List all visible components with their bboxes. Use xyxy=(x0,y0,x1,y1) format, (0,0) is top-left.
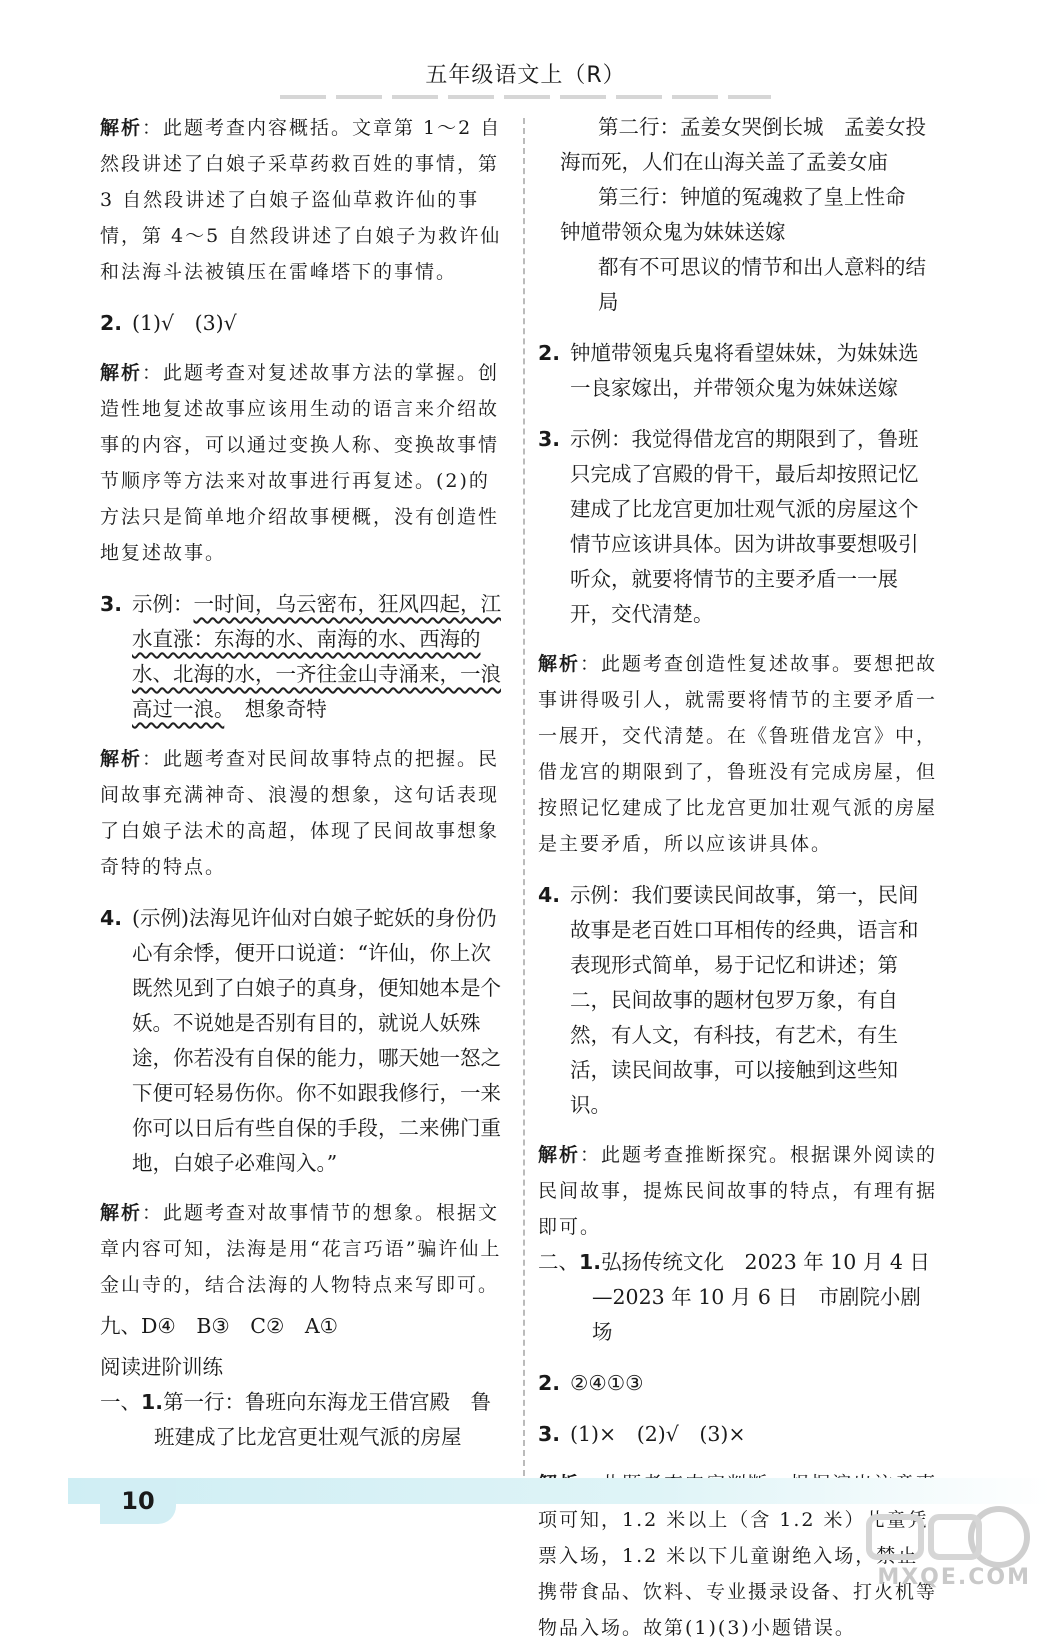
analysis-label: 解析 xyxy=(100,748,143,770)
answer-continuation xyxy=(538,110,938,180)
analysis-paragraph xyxy=(100,110,505,290)
answer-number: 2. xyxy=(538,1371,561,1395)
analysis-paragraph xyxy=(538,646,938,862)
analysis-text: ：此题考查对故事情节的想象。根据文章内容可知，法海是用“花言巧语”骗许仙上金山寺的，结合法海的人物特点来写即可。 xyxy=(100,1202,502,1296)
analysis-paragraph xyxy=(100,355,505,571)
analysis-label: 解析 xyxy=(538,1144,581,1166)
answer-text: (1)√ (3)√ xyxy=(132,311,237,335)
answer-text: 示例：我们要读民间故事，第一，民间故事是老百姓口耳相传的经典，语言和表现形式简单，易于记忆和讲述；第二，民间故事的题材包罗万象，有自然，有人文，有科技，有艺术，有生活，读民间故事，可以接触到这些知识。 xyxy=(570,883,919,1117)
answer-text: 第三行：钟馗的冤魂救了皇上性命 钟馗带领众鬼为妹妹送嫁 xyxy=(560,185,926,244)
answer-text: ②④①③ xyxy=(570,1371,644,1395)
header-decoration xyxy=(280,95,771,99)
answer-number: 3. xyxy=(538,427,561,451)
analysis-paragraph xyxy=(100,741,505,885)
right-column xyxy=(538,110,938,1646)
answer-item xyxy=(538,1366,938,1401)
column-divider xyxy=(523,118,525,1476)
answer-number: 1. xyxy=(579,1250,602,1274)
section-marker: 二、 xyxy=(538,1250,579,1274)
answer-number: 4. xyxy=(100,906,123,930)
analysis-text: ：此题考查创造性复述故事。要想把故事讲得吸引人，就需要将情节的主要矛盾一一展开，交代清楚。在《鲁班借龙宫》中，借龙宫的期限到了，鲁班没有完成房屋，但按照记忆建成了比龙宫更加壮观气派的房屋是主要矛盾，所以应该讲具体。 xyxy=(538,653,938,855)
analysis-label: 解析 xyxy=(100,1202,143,1224)
answer-number: 3. xyxy=(538,1422,561,1446)
answer-number: 4. xyxy=(538,883,561,907)
watermark xyxy=(849,1499,1039,1594)
answer-text: 钟馗带领鬼兵鬼将看望妹妹，为妹妹选一良家嫁出，并带领众鬼为妹妹送嫁 xyxy=(570,341,919,400)
analysis-label: 解析 xyxy=(100,362,143,384)
analysis-label: 解析 xyxy=(100,117,143,139)
answer-number: 2. xyxy=(538,341,561,365)
section-marker: 一、 xyxy=(100,1390,141,1414)
answer-item xyxy=(538,422,938,632)
watermark-text: MXQE.COM xyxy=(877,1565,1031,1590)
watermark-logo-icon xyxy=(849,1499,1039,1569)
page-number: 10 xyxy=(100,1478,176,1524)
answer-prefix: 示例： xyxy=(132,592,194,616)
answer-number: 3. xyxy=(100,592,123,616)
analysis-text: ：此题考查推断探究。根据课外阅读的民间故事，提炼民间故事的特点，有理有据即可。 xyxy=(538,1144,938,1238)
answer-item xyxy=(538,1417,938,1452)
answer-item xyxy=(100,587,505,727)
answer-text: 都有不可思议的情节和出人意料的结局 xyxy=(598,255,926,314)
answer-item xyxy=(538,878,938,1123)
analysis-paragraph xyxy=(100,1195,505,1303)
plain-line xyxy=(100,1309,505,1344)
analysis-paragraph xyxy=(538,1137,938,1245)
answer-continuation xyxy=(538,180,938,250)
section-answer-item xyxy=(538,1245,938,1350)
answer-number: 1. xyxy=(141,1390,164,1414)
answer-suffix: 想象奇特 xyxy=(224,697,327,721)
plain-line xyxy=(100,1350,505,1385)
answer-text: (1)× (2)√ (3)× xyxy=(570,1422,746,1446)
answer-text: 弘扬传统文化 2023 年 10 月 4 日—2023 年 10 月 6 日 市剧院小剧场 xyxy=(592,1250,930,1344)
answer-number: 2. xyxy=(100,311,123,335)
answer-continuation xyxy=(538,250,938,320)
page-header: 五年级语文上（R） xyxy=(425,63,626,88)
wavy-underlined-text: 一时间，乌云密布，狂风四起，江水直涨：东海的水、南海的水、西海的水、北海的水，一齐往金山寺涌来，一浪高过一浪。 xyxy=(132,592,501,721)
answer-text: (示例)法海见许仙对白娘子蛇妖的身份仍心有余悸，便开口说道：“许仙，你上次既然见到了白娘子的真身，便知她本是个妖。不说她是否别有目的，就说人妖殊途，你若没有自保的能力，哪天她一怒之下便可轻易伤你。你不如跟我修行，一来你可以日后有些自保的手段，二来佛门重地，白娘子必难闯入。” xyxy=(132,906,501,1175)
line-text: 阅读进阶训练 xyxy=(100,1355,223,1379)
analysis-text: ：此题考查对民间故事特点的把握。民间故事充满神奇、浪漫的想象，这句话表现了白娘子法术的高超，体现了民间故事想象奇特的特点。 xyxy=(100,748,500,878)
analysis-text: ：此题考查内容概括。文章第 1～2 自然段讲述了白娘子采草药救百姓的事情，第 3 自然段讲述了白娘子盗仙草救许仙的事情，第 4～5 自然段讲述了白娘子为救许仙和法海斗法被镇压在雷峰塔下的事情。 xyxy=(100,117,502,283)
left-column xyxy=(100,110,505,1455)
analysis-text: ：此题考查对复述故事方法的掌握。创造性地复述故事应该用生动的语言来介绍故事的内容，可以通过变换人称、变换故事情节顺序等方法来对故事进行再复述。(2)的方法只是简单地介绍故事梗概，没有创造性地复述故事。 xyxy=(100,362,500,564)
answer-text: 第二行：孟姜女哭倒长城 孟姜女投海而死，人们在山海关盖了孟姜女庙 xyxy=(560,115,926,174)
answer-item xyxy=(100,901,505,1181)
answer-item xyxy=(538,336,938,406)
section-answer-item xyxy=(100,1385,505,1455)
answer-item xyxy=(100,306,505,341)
line-text: 九、D④ B③ C② A① xyxy=(100,1314,339,1338)
answer-text: 示例：我觉得借龙宫的期限到了，鲁班只完成了宫殿的骨干，最后却按照记忆建成了比龙宫更加壮观气派的房屋这个情节应该讲具体。因为讲故事要想吸引听众，就要将情节的主要矛盾一一展开，交代清楚。 xyxy=(570,427,919,626)
analysis-label: 解析 xyxy=(538,653,581,675)
answer-text: 第一行：鲁班向东海龙王借宫殿 鲁班建成了比龙宫更壮观气派的房屋 xyxy=(154,1390,492,1449)
analysis-text: 项可知，1.2 米以上（含 1.2 米）儿童凭票入场，1.2 米以下儿童谢绝入场，禁止携带食品、饮料、专业摄录设备、打火机等物品入场。故第(1)(3)小题错误。 xyxy=(538,1509,938,1639)
